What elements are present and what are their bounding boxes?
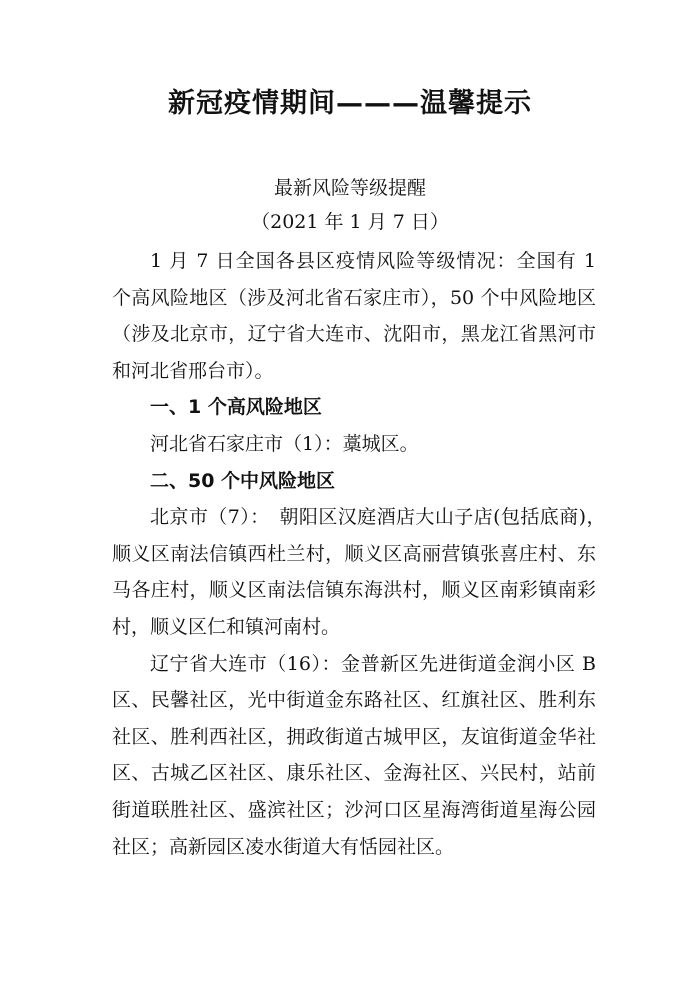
intro-paragraph: 1 月 7 日全国各县区疫情风险等级情况：全国有 1 个高风险地区（涉及河北省石家庄市），50 个中风险地区（涉及北京市，辽宁省大连市、沈阳市，黑龙江省黑河市和河北省邢台市）。	[112, 250, 596, 382]
page-subtitle: 最新风险等级提醒	[273, 177, 426, 199]
page-title: 新冠疫情期间———温馨提示	[168, 88, 532, 119]
high-risk-paragraph: 河北省石家庄市（1）：藁城区。	[150, 432, 419, 455]
publish-date: （2021 年 1 月 7 日）	[251, 211, 449, 233]
medium-risk-beijing-paragraph: 北京市（7）： 朝阳区汉庭酒店大山子店(包括底商)， 顺义区南法信镇西杜兰村，顺义区高丽营镇张喜庄村、东马各庄村，顺义区南法信镇东海洪村，顺义区南彩镇南彩村，顺义区仁和镇河南村。	[112, 506, 616, 638]
section-heading-high-risk: 一、1 个高风险地区	[150, 396, 322, 419]
document-body	[112, 243, 616, 865]
section-heading-medium-risk: 二、50 个中风险地区	[150, 469, 336, 492]
medium-risk-dalian-paragraph: 辽宁省大连市（16）：金普新区先进街道金润小区 B 区、民馨社区，光中街道金东路社区、红旗社区、胜利东社区、胜利西社区，拥政街道古城甲区，友谊街道金华社区、古城乙区社区、康乐社区、金海社区、兴民村，站前街道联胜社区、盛滨社区；沙河口区星海湾街道星海公园社区；高新园区凌水街道大有恬园社区。	[112, 652, 596, 858]
